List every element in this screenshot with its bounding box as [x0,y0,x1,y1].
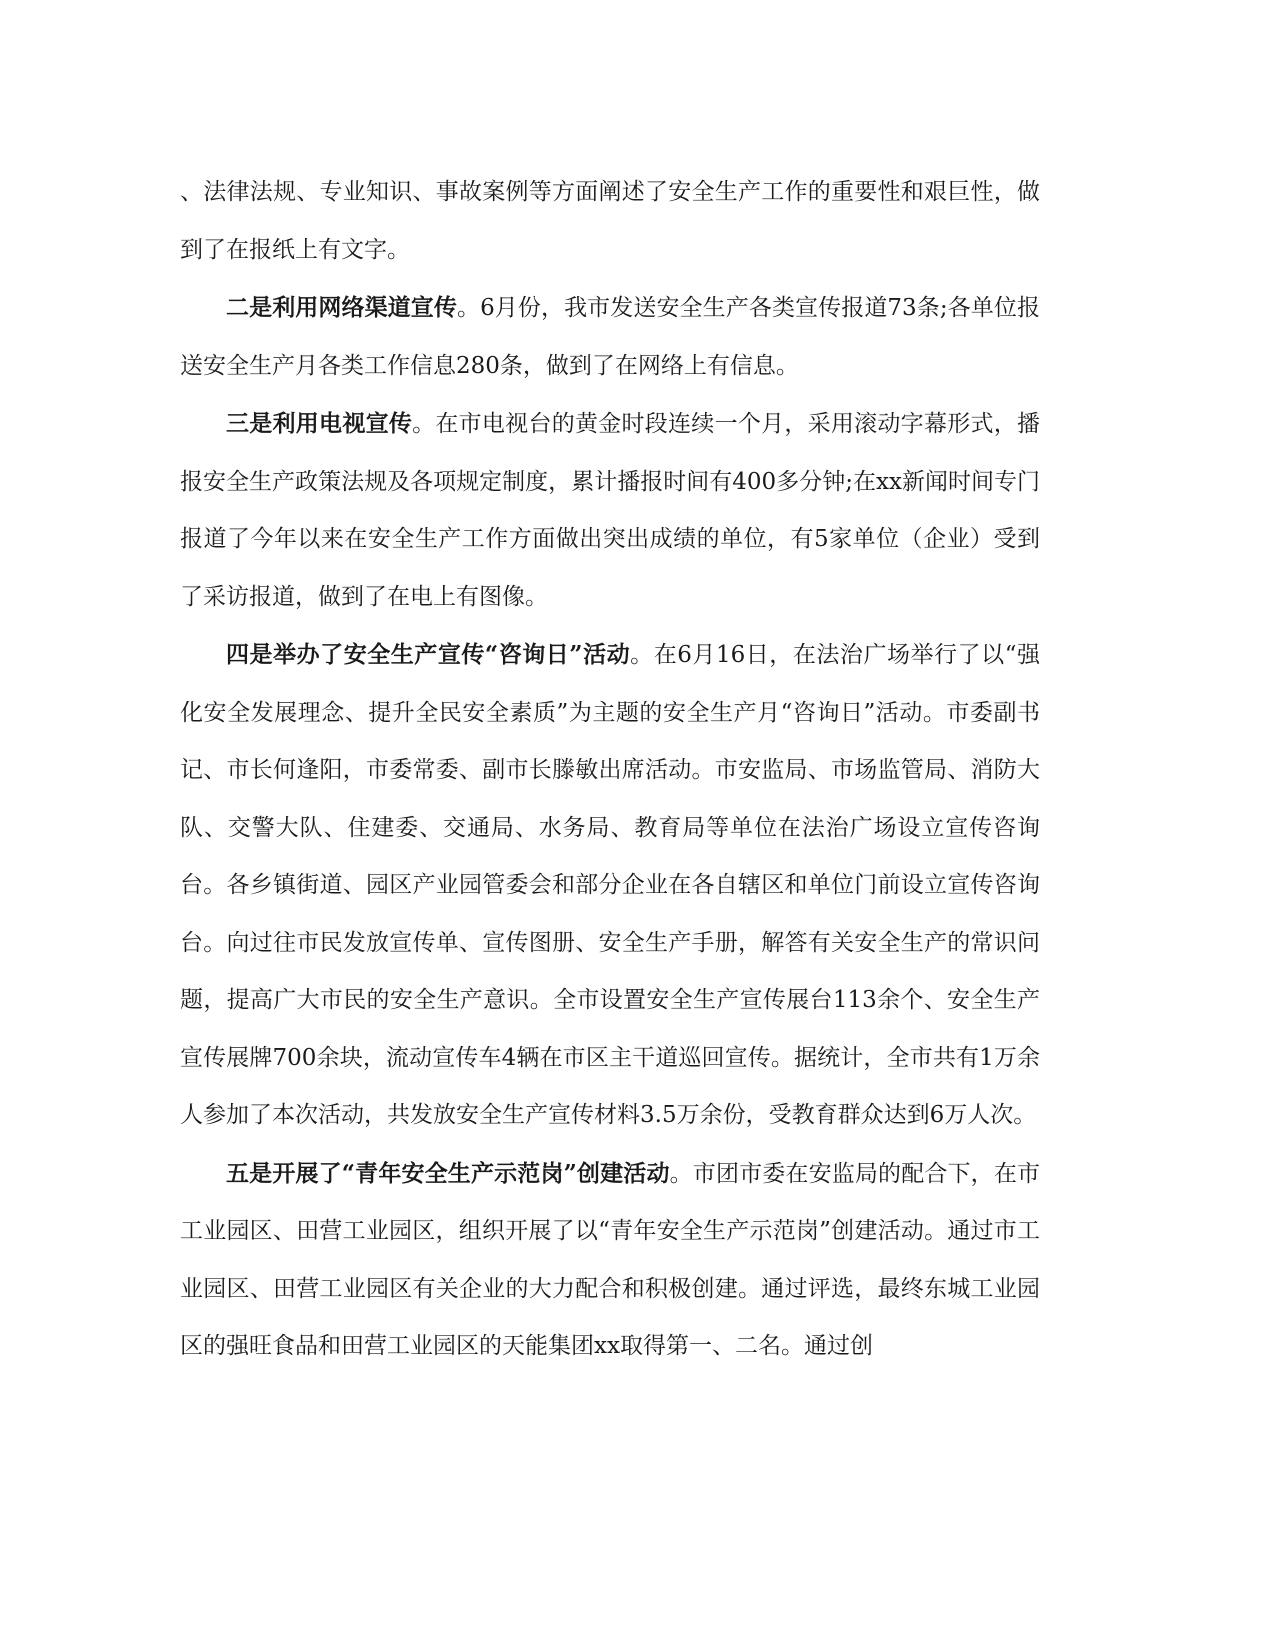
paragraph-tv-publicity [180,395,1040,626]
paragraph-online-publicity [180,279,1040,395]
paragraph-lead: 五是开展了“青年安全生产示范岗”创建活动 [226,1159,670,1187]
paragraph-lead: 三是利用电视宣传 [226,410,413,437]
paragraph-body: 。6月份，我市发送安全生产各类宣传报道73条;各单位报送安全生产月各类工作信息280条，做到了在网络上有信息。 [180,295,1041,379]
paragraph-body: 。在6月16日，在法治广场举行了以“强化安全发展理念、提升全民安全素质”为主题的安全生产月“咨询日”活动。市委副书记、市长何逢阳，市委常委、副市长滕敏出席活动。市安监局、市场监管局、消防大队、交警大队、住建委、交通局、水务局、教育局等单位在法治广场设立宣传咨询台。各乡镇街道、园区产业园管委会和部分企业在各自辖区和单位门前设立宣传咨询台。向过往市民发放宣传单、宣传图册、安全生产手册，解答有关安全生产的常识问题，提高广大市民的安全生产意识。全市设置安全生产宣传展台113余个、安全生产宣传展牌700余块，流动宣传车4辆在市区主干道巡回宣传。据统计，全市共有1万余人参加了本次活动，共发放安全生产宣传材料3.5万余份，受教育群众达到6万人次。 [180,642,1040,1128]
paragraph-body: 、法律法规、专业知识、事故案例等方面阐述了安全生产工作的重要性和艰巨性，做到了在报纸上有文字。 [180,179,1040,263]
paragraph-newspaper-continuation [180,164,1040,279]
paragraph-lead: 二是利用网络渠道宣传 [226,294,457,321]
paragraph-body: 。在市电视台的黄金时段连续一个月，采用滚动字幕形式，播报安全生产政策法规及各项规定制度，累计播报时间有400多分钟;在xx新闻时间专门报道了今年以来在安全生产工作方面做出突出成绩的单位，有5家单位（企业）受到了采访报道，做到了在电上有图像。 [180,411,1041,610]
paragraph-consultation-day [180,626,1040,1145]
paragraph-youth-model-post [180,1145,1040,1376]
paragraph-body: 。市团市委在安监局的配合下，在市工业园区、田营工业园区，组织开展了以“青年安全生产示范岗”创建活动。通过市工业园区、田营工业园区有关企业的大力配合和积极创建。通过评选，最终东城工业园区的强旺食品和田营工业园区的天能集团xx取得第一、二名。通过创 [180,1160,1040,1359]
paragraph-lead: 四是举办了安全生产宣传“咨询日”活动 [226,641,631,668]
document-page [180,164,1040,1376]
